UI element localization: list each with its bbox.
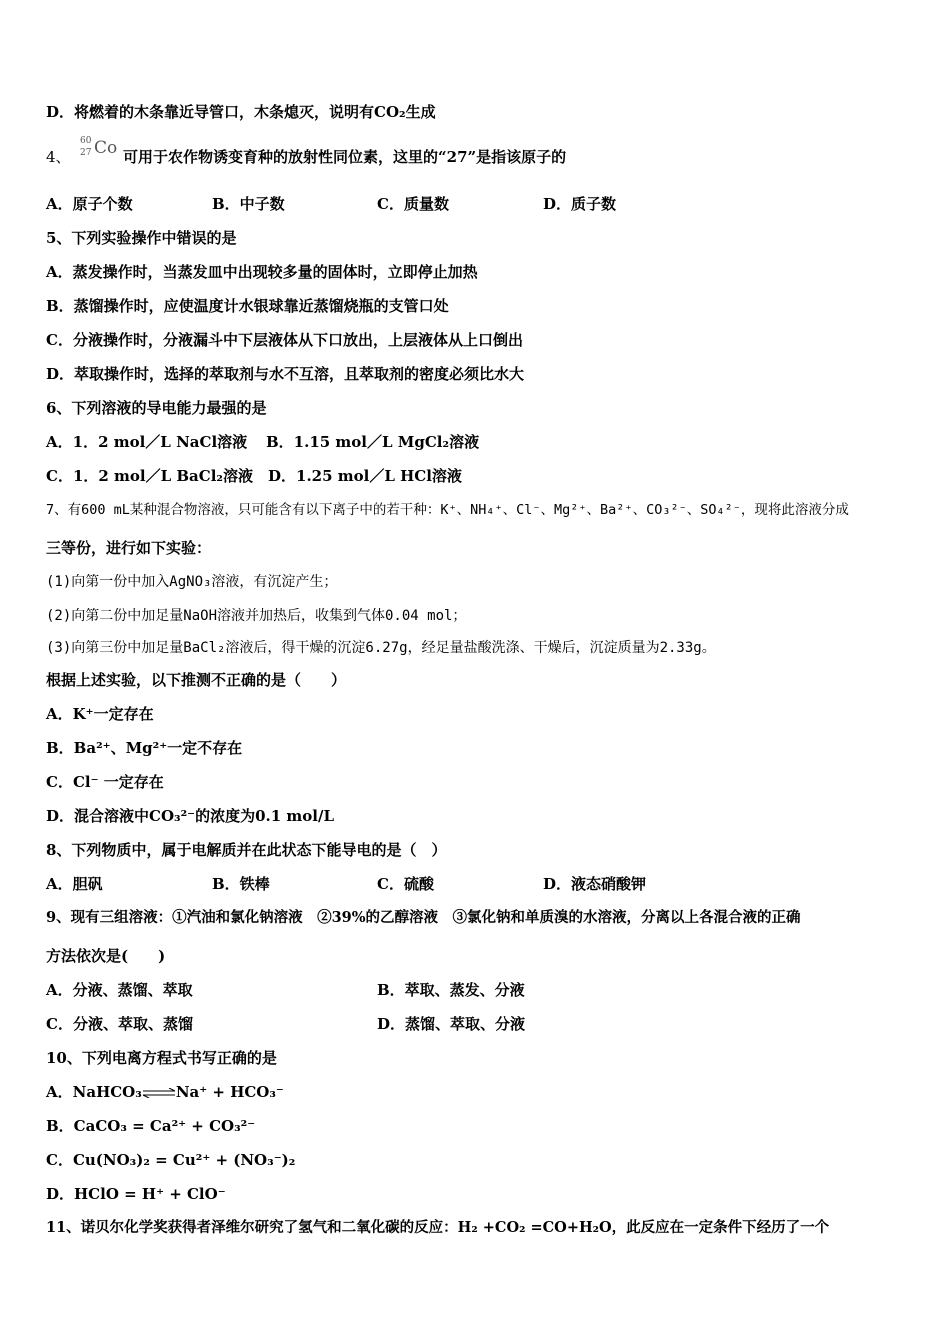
q5-option-a: A．蒸发操作时，当蒸发皿中出现较多量的固体时，立即停止加热	[46, 263, 478, 281]
q4-option-c: C．质量数	[377, 195, 449, 213]
q10-option-a-reactant: A．NaHCO₃	[46, 1083, 142, 1101]
q10-stem: 10、下列电离方程式书写正确的是	[46, 1049, 277, 1067]
q7-option-a: A．K⁺一定存在	[46, 705, 154, 723]
q4-stem: 可用于农作物诱变育种的放射性同位素，这里的“27”是指该原子的	[123, 148, 567, 166]
q4-option-d: D．质子数	[543, 195, 617, 213]
q4-option-a: A．原子个数	[46, 195, 133, 213]
q8-option-c: C．硫酸	[377, 875, 434, 893]
q11-stem: 11、诺贝尔化学奖获得者泽维尔研究了氢气和二氧化碳的反应：H₂ +CO₂ =CO+H₂O，此反应在一定条件下经历了一个	[46, 1219, 830, 1236]
q9-option-c: C．分液、萃取、蒸馏	[46, 1015, 193, 1033]
q6-option-a: A．1．2 mol／L NaCl溶液	[46, 433, 248, 451]
q10-option-a	[46, 1082, 284, 1102]
q6-option-d: D．1.25 mol／L HCl溶液	[268, 467, 462, 485]
q9-stem-line1: 9、现有三组溶液：①汽油和氯化钠溶液 ②39%的乙醇溶液 ③氯化钠和单质溴的水溶液，分离以上各混合液的正确	[46, 909, 801, 926]
q9-option-a: A．分液、蒸馏、萃取	[46, 981, 193, 999]
q5-option-c: C．分液操作时，分液漏斗中下层液体从下口放出，上层液体从上口倒出	[46, 331, 523, 349]
q10-option-d: D．HClO = H⁺ + ClO⁻	[46, 1185, 226, 1203]
q8-option-b: B．铁棒	[212, 875, 270, 893]
q7-stem-line2: 三等份，进行如下实验：	[46, 539, 212, 557]
q6-stem: 6、下列溶液的导电能力最强的是	[46, 399, 267, 417]
q5-stem: 5、下列实验操作中错误的是	[46, 229, 237, 247]
q4-option-b: B．中子数	[212, 195, 285, 213]
q9-option-b: B．萃取、蒸发、分液	[377, 981, 525, 999]
q6-option-c: C．1．2 mol／L BaCl₂溶液	[46, 467, 253, 485]
nuclide-symbol: Co	[94, 138, 118, 158]
equilibrium-arrow-icon	[142, 1088, 176, 1098]
q7-step-3: (3)向第三份中加足量BaCl₂溶液后，得干燥的沉淀6.27g，经足量盐酸洗涤、干燥后，沉淀质量为2.33g。	[46, 640, 716, 656]
q7-option-b: B．Ba²⁺、Mg²⁺一定不存在	[46, 739, 243, 757]
q3-option-d: D．将燃着的木条靠近导管口，木条熄灭，说明有CO₂生成	[46, 103, 436, 121]
q7-stem-line1: 7、有600 mL某种混合物溶液，只可能含有以下离子中的若干种：K⁺、NH₄⁺、Cl⁻、Mg²⁺、Ba²⁺、CO₃²⁻、SO₄²⁻，现将此溶液分成	[46, 502, 849, 518]
q10-option-c: C．Cu(NO₃)₂ = Cu²⁺ + (NO₃⁻)₂	[46, 1151, 296, 1169]
cobalt-60-nuclide	[80, 136, 120, 162]
q10-option-a-products: Na⁺ + HCO₃⁻	[175, 1083, 284, 1101]
q7-ask: 根据上述实验，以下推测不正确的是（ ）	[46, 671, 347, 689]
q4-number: 4、	[46, 148, 71, 166]
q7-option-c: C．Cl⁻ 一定存在	[46, 773, 164, 791]
q5-option-d: D．萃取操作时，选择的萃取剂与水不互溶，且萃取剂的密度必须比水大	[46, 365, 525, 383]
q9-stem-line2: 方法依次是( )	[46, 947, 166, 965]
q10-option-b: B．CaCO₃ = Ca²⁺ + CO₃²⁻	[46, 1117, 256, 1135]
nuclide-atomic-number: 27	[80, 148, 92, 158]
q7-step-2: (2)向第二份中加足量NaOH溶液并加热后，收集到气体0.04 mol；	[46, 608, 467, 624]
q7-option-d: D．混合溶液中CO₃²⁻的浓度为0.1 mol/L	[46, 807, 334, 825]
q8-option-a: A．胆矾	[46, 875, 103, 893]
q5-option-b: B．蒸馏操作时，应使温度计水银球靠近蒸馏烧瓶的支管口处	[46, 297, 449, 315]
q8-option-d: D．液态硝酸钾	[543, 875, 647, 893]
nuclide-mass-number: 60	[80, 136, 92, 146]
q9-option-d: D．蒸馏、萃取、分液	[377, 1015, 526, 1033]
q6-option-b: B．1.15 mol／L MgCl₂溶液	[266, 433, 480, 451]
q7-step-1: (1)向第一份中加入AgNO₃溶液，有沉淀产生；	[46, 574, 338, 590]
q8-stem: 8、下列物质中，属于电解质并在此状态下能导电的是（ ）	[46, 841, 447, 859]
